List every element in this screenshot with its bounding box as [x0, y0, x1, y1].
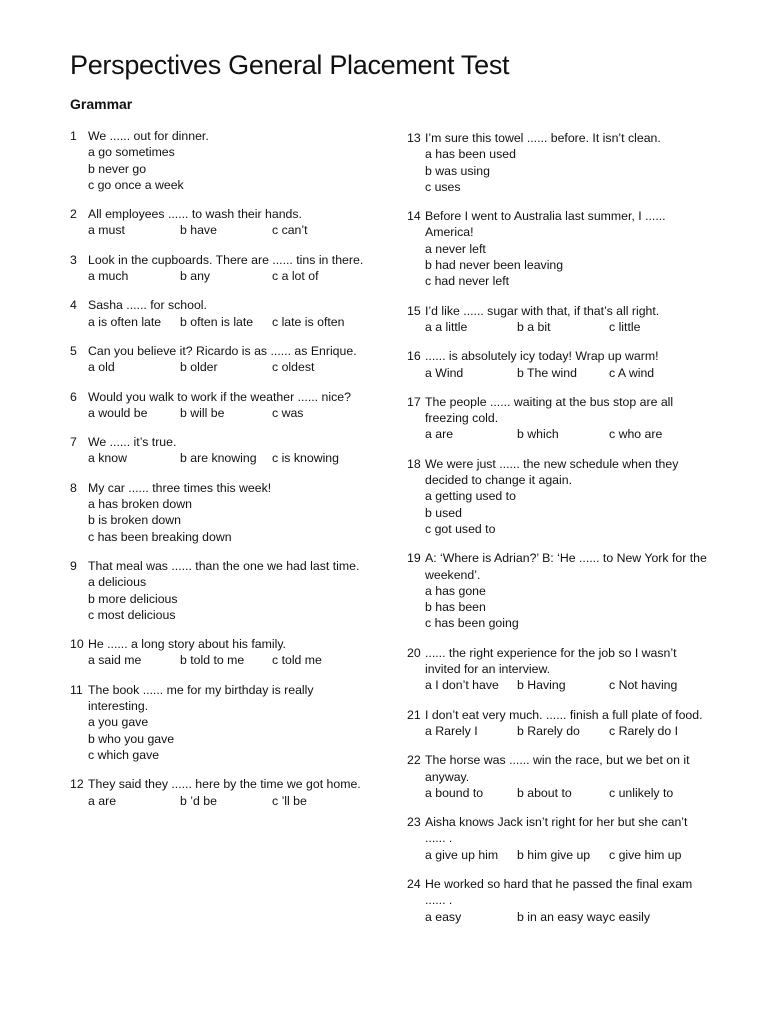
question-number: 18: [407, 456, 421, 471]
answer-option-c: c is knowing: [272, 451, 339, 466]
question-stem: A: ‘Where is Adrian?’ B: ‘He ...... to New York for the weekend’.: [425, 551, 707, 582]
answer-option-a: a has broken down: [88, 497, 192, 512]
question-stem: Look in the cupboards. There are ...... tins in there.: [88, 252, 364, 267]
answer-option-a: a must: [88, 223, 125, 238]
answer-option-b: b told to me: [180, 653, 245, 668]
question-stem: We ...... it’s true.: [88, 435, 177, 450]
answer-option-a: a getting used to: [425, 489, 516, 504]
question-stem: We ...... out for dinner.: [88, 129, 209, 143]
answer-option-b: b ’d be: [180, 793, 217, 808]
question-number: 15: [407, 303, 421, 318]
question-stem: The people ...... waiting at the bus stop are all freezing cold.: [425, 394, 674, 426]
question-stem: We were just ...... the new schedule when they decided to change it again.: [425, 456, 679, 488]
question-22: [407, 752, 707, 801]
question-4: [70, 297, 370, 330]
answer-option-c: c told me: [272, 653, 322, 668]
answer-option-b: b often is late: [180, 314, 254, 329]
question-number: 1: [70, 129, 77, 143]
answer-option-a: a a little: [425, 319, 468, 334]
answer-option-c: c late is often: [272, 314, 345, 329]
question-number: 4: [70, 298, 77, 313]
answer-option-b: b has been: [425, 600, 486, 615]
answer-options: [425, 365, 707, 381]
question-5: [70, 343, 370, 376]
question-3: [70, 252, 370, 285]
answer-option-a: a old: [88, 360, 115, 375]
page-title: Perspectives General Placement Test: [70, 50, 510, 80]
answer-option-b: b who you gave: [88, 731, 175, 746]
question-stem: My car ...... three times this week!: [88, 480, 272, 495]
answer-options: [425, 426, 707, 442]
question-7: [70, 434, 370, 467]
answer-option-b: b in an easy way: [517, 909, 609, 924]
answer-option-c: c little: [609, 319, 641, 334]
answer-option-c: c unlikely to: [609, 785, 674, 800]
question-number: 2: [70, 207, 77, 222]
answer-option-a: a has gone: [425, 583, 486, 598]
answer-option-c: c has been breaking down: [88, 529, 232, 544]
answer-option-c: c got used to: [425, 521, 496, 536]
question-19: [407, 550, 707, 631]
question-stem: ...... the right experience for the job so I wasn’t invited for an interview.: [425, 645, 677, 677]
answer-options: [88, 314, 370, 330]
question-number: 9: [70, 558, 77, 573]
question-number: 23: [407, 815, 421, 830]
question-number: 5: [70, 343, 77, 358]
question-15: [407, 303, 707, 336]
question-stem: The horse was ...... win the race, but we bet on it anyway.: [425, 753, 690, 784]
answer-option-a: a you gave: [88, 715, 149, 730]
answer-option-c: c easily: [609, 909, 651, 924]
question-number: 11: [70, 682, 83, 697]
question-11: [70, 682, 370, 763]
question-12: [70, 776, 370, 809]
question-number: 7: [70, 435, 77, 450]
answer-option-c: c give him up: [609, 847, 682, 862]
question-number: 8: [70, 480, 77, 495]
answer-option-a: a said me: [88, 653, 142, 668]
answer-option-c: c Rarely do I: [609, 723, 679, 738]
answer-option-c: c had never left: [425, 274, 510, 289]
question-1: [70, 128, 370, 193]
answer-option-a: a Wind: [425, 365, 464, 380]
section-heading: Grammar: [70, 96, 133, 112]
answer-option-b: b which: [517, 427, 559, 442]
question-stem: I’m sure this towel ...... before. It isn’t clean.: [425, 131, 661, 145]
answer-option-c: c which gave: [88, 747, 160, 762]
question-stem: Before I went to Australia last summer, I ...... America!: [425, 209, 666, 240]
question-13: [407, 130, 707, 195]
question-number: 10: [70, 637, 84, 652]
answer-options: [88, 652, 370, 668]
answer-option-b: b him give up: [517, 847, 591, 862]
answer-option-a: a are: [425, 427, 454, 442]
answer-option-c: c who are: [609, 427, 663, 442]
answer-option-a: a easy: [425, 909, 462, 924]
question-stem: Aisha knows Jack isn’t right for her but she can’t ...... .: [425, 815, 688, 846]
answer-option-a: a I don’t have: [425, 678, 499, 693]
answer-options: [425, 319, 707, 335]
question-2: [70, 206, 370, 239]
answer-option-a: a would be: [88, 405, 148, 420]
question-8: [70, 480, 370, 545]
question-number: 24: [407, 876, 421, 891]
answer-option-b: b never go: [88, 161, 147, 176]
question-stem: Would you walk to work if the weather ...... nice?: [88, 389, 351, 404]
answer-option-a: a bound to: [425, 785, 484, 800]
answer-options: [88, 359, 370, 375]
answer-options: [425, 785, 707, 801]
answer-options: [425, 723, 707, 739]
question-number: 20: [407, 645, 421, 660]
answer-option-a: a delicious: [88, 575, 147, 590]
answer-option-b: b a bit: [517, 319, 551, 334]
question-6: [70, 389, 370, 422]
question-number: 22: [407, 753, 421, 768]
answer-options: [88, 405, 370, 421]
answer-option-a: a never left: [425, 241, 486, 256]
question-stem: I don’t eat very much. ...... finish a full plate of food.: [425, 707, 703, 722]
question-24: [407, 876, 707, 925]
question-number: 6: [70, 389, 77, 404]
answer-option-a: a know: [88, 451, 127, 466]
left-question-column: [70, 128, 370, 822]
answer-option-a: a has been used: [425, 147, 516, 162]
answer-option-c: c uses: [425, 179, 461, 194]
answer-option-c: c was: [272, 405, 304, 420]
answer-option-a: a go sometimes: [88, 145, 175, 160]
answer-option-c: c A wind: [609, 365, 655, 380]
answer-options: [425, 847, 707, 863]
answer-option-b: b Rarely do: [517, 723, 580, 738]
answer-option-b: b are knowing: [180, 451, 257, 466]
answer-option-b: b will be: [180, 405, 225, 420]
question-stem: The book ...... me for my birthday is really interesting.: [88, 682, 314, 714]
question-9: [70, 558, 370, 623]
answer-option-c: c go once a week: [88, 177, 184, 192]
question-stem: That meal was ...... than the one we had last time.: [88, 558, 360, 573]
question-number: 12: [70, 777, 84, 792]
question-stem: He ...... a long story about his family.: [88, 637, 286, 652]
answer-option-c: c a lot of: [272, 269, 319, 284]
answer-option-c: c most delicious: [88, 607, 176, 622]
answer-option-b: b is broken down: [88, 513, 181, 528]
question-14: [407, 208, 707, 289]
question-21: [407, 707, 707, 740]
answer-option-c: c ’ll be: [272, 793, 307, 808]
question-number: 21: [407, 707, 421, 722]
answer-option-b: b used: [425, 505, 462, 520]
answer-option-c: c oldest: [272, 360, 315, 375]
answer-option-a: a are: [88, 793, 117, 808]
question-number: 19: [407, 551, 421, 566]
answer-option-b: b older: [180, 360, 218, 375]
answer-options: [425, 677, 707, 693]
answer-option-b: b The wind: [517, 365, 577, 380]
answer-option-b: b any: [180, 269, 211, 284]
answer-options: [88, 793, 370, 809]
answer-option-b: b was using: [425, 163, 490, 178]
question-18: [407, 456, 707, 537]
answer-option-b: b had never been leaving: [425, 258, 564, 273]
question-23: [407, 814, 707, 863]
question-stem: They said they ...... here by the time we got home.: [88, 777, 361, 792]
question-number: 13: [407, 131, 421, 145]
question-16: [407, 348, 707, 381]
question-stem: ...... is absolutely icy today! Wrap up warm!: [425, 349, 659, 364]
question-number: 14: [407, 209, 421, 224]
answer-options: [88, 450, 370, 466]
question-17: [407, 394, 707, 443]
answer-option-b: b have: [180, 223, 217, 238]
answer-option-b: b about to: [517, 785, 572, 800]
answer-option-a: a is often late: [88, 314, 162, 329]
question-20: [407, 645, 707, 694]
question-stem: Sasha ...... for school.: [88, 298, 207, 313]
question-stem: He worked so hard that he passed the final exam ...... .: [425, 876, 693, 908]
answer-options: [88, 222, 370, 238]
answer-option-a: a much: [88, 269, 129, 284]
question-number: 3: [70, 252, 77, 267]
question-10: [70, 636, 370, 669]
answer-option-a: a Rarely I: [425, 723, 478, 738]
question-number: 16: [407, 349, 421, 364]
answer-option-c: c can’t: [272, 223, 308, 238]
answer-option-c: c has been going: [425, 616, 519, 631]
answer-option-c: c Not having: [609, 678, 678, 693]
right-question-column: [407, 130, 707, 938]
question-stem: I’d like ...... sugar with that, if that’s all right.: [425, 303, 660, 318]
answer-option-b: b more delicious: [88, 591, 178, 606]
question-stem: Can you believe it? Ricardo is as ...... as Enrique.: [88, 343, 357, 358]
answer-option-b: b Having: [517, 678, 566, 693]
question-number: 17: [407, 394, 421, 409]
answer-options: [425, 909, 707, 925]
question-stem: All employees ...... to wash their hands.: [88, 207, 302, 222]
answer-options: [88, 268, 370, 284]
answer-option-a: a give up him: [425, 847, 499, 862]
